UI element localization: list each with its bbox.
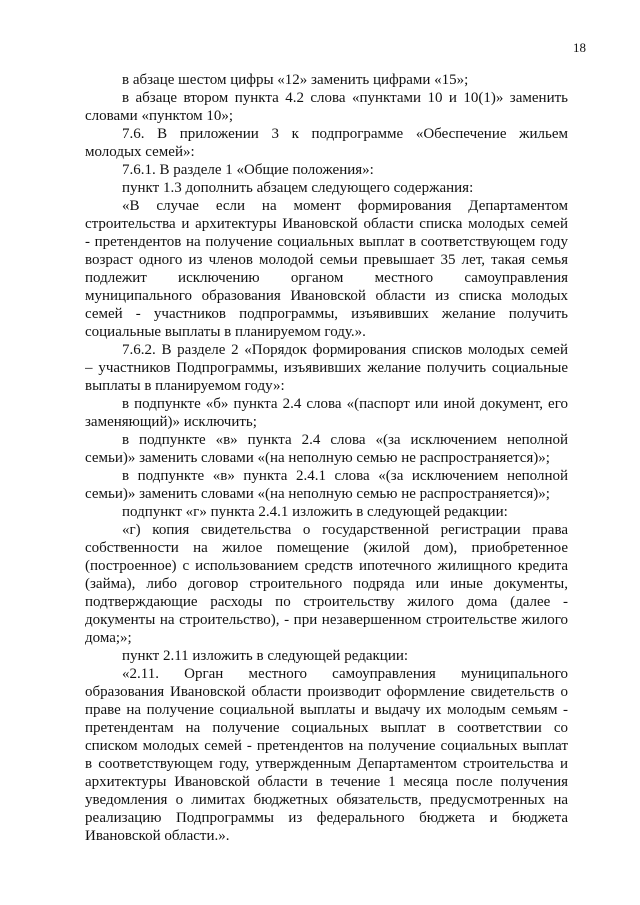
text-line: образования Ивановской области производит оформление свидетельств о <box>85 684 568 700</box>
text-line: – участников Подпрограммы, изъявивших желание получить социальные <box>85 360 568 376</box>
text-line: праве на получение социальной выплаты и выдачу их молодым семьям - <box>85 702 568 718</box>
text-line: молодых семей»: <box>85 144 195 160</box>
text-line: в подпункте «в» пункта 2.4.1 слова «(за исключением неполной <box>122 468 568 484</box>
text-line: заменяющий)» исключить; <box>85 414 257 430</box>
text-line: подлежит исключению органом местного самоуправления <box>85 270 568 286</box>
text-line: в абзаце шестом цифры «12» заменить цифрами «15»; <box>122 72 469 88</box>
text-line: в подпункте «б» пункта 2.4 слова «(паспорт или иной документ, его <box>122 396 568 412</box>
text-line: «В случае если на момент формирования Департаментом <box>122 198 568 214</box>
text-line: списком молодых семей - претендентов на получение социальных выплат <box>85 738 568 754</box>
text-line: (построенное) с использованием средств ипотечного жилищного кредита <box>85 558 568 574</box>
text-line: архитектуры Ивановской области в течение 1 месяца после получения <box>85 774 568 790</box>
text-line: Ивановской области.». <box>85 828 230 844</box>
text-line: подпункт «г» пункта 2.4.1 изложить в следующей редакции: <box>122 504 508 520</box>
text-line: дома;»; <box>85 630 132 646</box>
text-line: подтверждающие расходы по строительству жилого дома (далее - <box>85 594 568 610</box>
text-line: 7.6. В приложении 3 к подпрограмме «Обеспечение жильем <box>122 126 568 142</box>
text-line: претендентам на получение социальных выплат в соответствии со <box>85 720 568 736</box>
text-line: в подпункте «в» пункта 2.4 слова «(за исключением неполной <box>122 432 568 448</box>
text-line: пункт 2.11 изложить в следующей редакции: <box>122 648 409 664</box>
text-line: 7.6.1. В разделе 1 «Общие положения»: <box>122 162 374 178</box>
text-line: муниципального образования Ивановской области из списка молодых <box>85 288 568 304</box>
text-line: семьи)» заменить словами «(на неполную семью не распространяется)»; <box>85 486 550 502</box>
text-line: 7.6.2. В разделе 2 «Порядок формирования списков молодых семей <box>122 342 568 358</box>
text-line: словами «пунктом 10»; <box>85 108 234 124</box>
text-line: семьи)» заменить словами «(на неполную семью не распространяется)»; <box>85 450 550 466</box>
text-line: - претендентов на получение социальных выплат в соответствующем году <box>85 234 568 250</box>
text-line: (займа), либо договор строительного подряда или иные документы, <box>85 576 568 592</box>
text-line: в соответствующем году, утвержденным Департаментом строительства и <box>85 756 568 772</box>
text-line: в абзаце втором пункта 4.2 слова «пунктами 10 и 10(1)» заменить <box>122 90 568 106</box>
page-number: 18 <box>573 40 586 55</box>
text-line: уведомления о лимитах бюджетных обязательств, предусмотренных на <box>85 792 568 808</box>
text-line: строительства и архитектуры Ивановской области списка молодых семей <box>85 216 568 232</box>
text-line: выплаты в планируемом году»: <box>85 378 285 394</box>
text-line: «г) копия свидетельства о государственной регистрации права <box>122 522 568 538</box>
document-body <box>85 71 568 845</box>
text-line: документы на строительство), - при незавершенном строительстве жилого <box>85 612 568 628</box>
text-line: социальные выплаты в планируемом году.». <box>85 324 366 340</box>
text-line: семей - участников подпрограммы, изъявивших желание получить <box>85 306 568 322</box>
text-line: реализацию Подпрограммы из федерального бюджета и бюджета <box>85 810 568 826</box>
text-line: пункт 1.3 дополнить абзацем следующего содержания: <box>122 180 474 196</box>
text-line: «2.11. Орган местного самоуправления муниципального <box>122 666 568 682</box>
text-line: собственности на жилое помещение (жилой дом), приобретенное <box>85 540 568 556</box>
text-line: возраст одного из членов молодой семьи превышает 35 лет, такая семья <box>85 252 568 268</box>
